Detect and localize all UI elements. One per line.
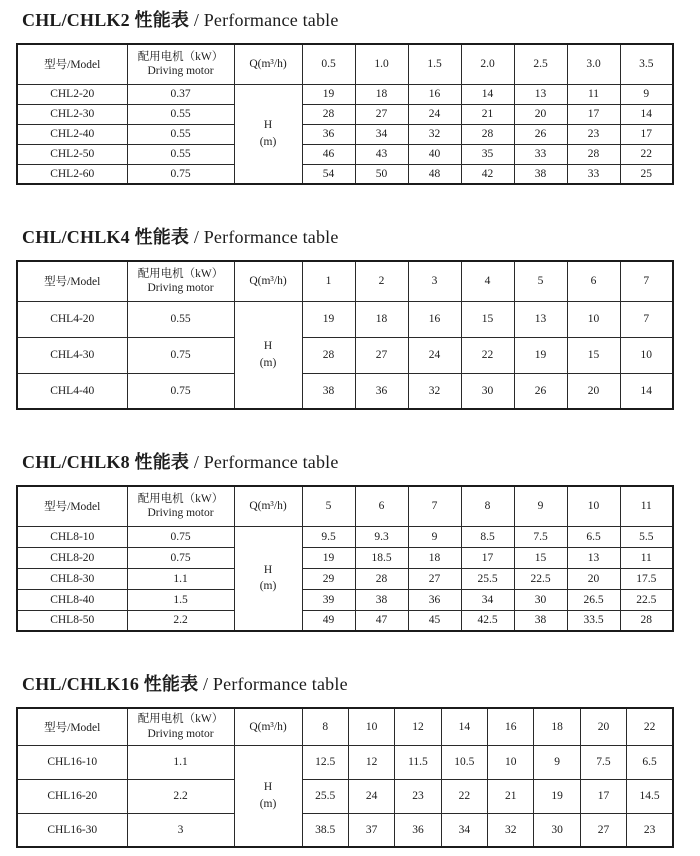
head-value-cell: 14 [461, 84, 514, 104]
head-value-cell: 54 [302, 164, 355, 184]
q-value-cell: 4 [461, 261, 514, 301]
q-value-cell: 14 [441, 708, 487, 745]
motor-power-cell: 0.37 [127, 84, 234, 104]
q-value-cell: 0.5 [302, 44, 355, 84]
head-value-cell: 42.5 [461, 610, 514, 631]
table-title-english: / Performance table [189, 227, 339, 247]
head-value-cell: 39 [302, 589, 355, 610]
head-value-cell: 18 [355, 301, 408, 337]
head-value-cell: 27 [580, 813, 626, 847]
q-value-cell: 6 [567, 261, 620, 301]
head-value-cell: 42 [461, 164, 514, 184]
head-value-cell: 13 [514, 301, 567, 337]
head-value-cell: 17 [567, 104, 620, 124]
head-value-cell: 43 [355, 144, 408, 164]
head-value-cell: 16 [408, 301, 461, 337]
header-row [17, 261, 673, 301]
head-value-cell: 7.5 [514, 526, 567, 547]
head-value-cell: 12.5 [302, 745, 348, 779]
table-title [22, 670, 700, 696]
head-value-cell: 25.5 [461, 568, 514, 589]
table-title-model-range: CHL/CHLK8 性能表 [22, 452, 190, 472]
head-value-cell: 15 [514, 547, 567, 568]
q-value-cell: 3.5 [620, 44, 673, 84]
head-value-cell: 26 [514, 124, 567, 144]
head-value-cell: 37 [348, 813, 394, 847]
head-value-cell: 9 [534, 745, 580, 779]
table-row [17, 610, 673, 631]
head-value-cell: 6.5 [627, 745, 673, 779]
q-value-cell: 6 [355, 486, 408, 526]
q-value-cell: 1.5 [408, 44, 461, 84]
table-row [17, 779, 673, 813]
q-value-cell: 1.0 [355, 44, 408, 84]
head-value-cell: 28 [302, 104, 355, 124]
motor-power-cell: 1.5 [127, 589, 234, 610]
head-value-cell: 18 [355, 84, 408, 104]
header-cell-flow-rate: Q(m³/h) [234, 486, 302, 526]
head-unit-label: (m) [259, 797, 277, 810]
performance-table-section [16, 670, 700, 848]
header-cell-model: 型号/Model [17, 44, 127, 84]
head-value-cell: 23 [567, 124, 620, 144]
head-value-cell: 10 [488, 745, 534, 779]
q-value-cell: 2 [355, 261, 408, 301]
head-value-cell: 34 [355, 124, 408, 144]
performance-table-section [16, 223, 700, 410]
head-value-cell: 30 [514, 589, 567, 610]
head-value-cell: 38 [355, 589, 408, 610]
head-unit-cell [234, 745, 302, 847]
table-row [17, 813, 673, 847]
head-value-cell: 10.5 [441, 745, 487, 779]
head-value-cell: 9 [408, 526, 461, 547]
head-value-cell: 20 [567, 568, 620, 589]
q-value-cell: 10 [348, 708, 394, 745]
head-value-cell: 32 [408, 124, 461, 144]
head-value-cell: 7 [620, 301, 673, 337]
head-value-cell: 38.5 [302, 813, 348, 847]
head-value-cell: 36 [302, 124, 355, 144]
motor-power-cell: 2.2 [127, 610, 234, 631]
table-title [22, 6, 700, 32]
model-cell: CHL2-40 [17, 124, 127, 144]
table-row [17, 568, 673, 589]
head-value-cell: 38 [514, 164, 567, 184]
driving-motor-label-zh: 配用电机（kW） [137, 713, 224, 726]
table-title-model-range: CHL/CHLK16 性能表 [22, 674, 199, 694]
q-value-cell: 10 [567, 486, 620, 526]
table-row [17, 84, 673, 104]
head-value-cell: 18.5 [355, 547, 408, 568]
table-title [22, 448, 700, 474]
performance-table [16, 260, 674, 410]
head-unit-label: (m) [259, 580, 277, 593]
head-value-cell: 19 [514, 337, 567, 373]
table-row [17, 547, 673, 568]
table-title-model-range: CHL/CHLK4 性能表 [22, 227, 190, 247]
head-value-cell: 26.5 [567, 589, 620, 610]
head-value-cell: 38 [302, 373, 355, 409]
motor-power-cell: 0.75 [127, 164, 234, 184]
header-cell-model: 型号/Model [17, 261, 127, 301]
head-value-cell: 40 [408, 144, 461, 164]
header-cell-flow-rate: Q(m³/h) [234, 261, 302, 301]
head-unit-cell [234, 301, 302, 409]
head-value-cell: 11 [620, 547, 673, 568]
motor-power-cell: 0.55 [127, 124, 234, 144]
header-cell-driving-motor [127, 708, 234, 745]
head-value-cell: 22 [441, 779, 487, 813]
head-value-cell: 19 [302, 547, 355, 568]
q-value-cell: 3.0 [567, 44, 620, 84]
header-cell-model: 型号/Model [17, 708, 127, 745]
head-value-cell: 7.5 [580, 745, 626, 779]
head-value-cell: 21 [488, 779, 534, 813]
motor-power-cell: 0.75 [127, 526, 234, 547]
driving-motor-label-en: Driving motor [147, 727, 214, 740]
head-value-cell: 33 [567, 164, 620, 184]
model-cell: CHL2-60 [17, 164, 127, 184]
head-value-cell: 19 [302, 84, 355, 104]
model-cell: CHL8-40 [17, 589, 127, 610]
performance-table [16, 707, 674, 848]
head-value-cell: 36 [408, 589, 461, 610]
q-value-cell: 2.0 [461, 44, 514, 84]
model-cell: CHL16-30 [17, 813, 127, 847]
head-value-cell: 26 [514, 373, 567, 409]
table-title-english: / Performance table [189, 10, 339, 30]
head-value-cell: 33 [514, 144, 567, 164]
head-label: H [263, 781, 273, 794]
table-row [17, 164, 673, 184]
q-value-cell: 8 [302, 708, 348, 745]
head-value-cell: 22 [461, 337, 514, 373]
head-value-cell: 49 [302, 610, 355, 631]
header-row [17, 708, 673, 745]
header-cell-driving-motor [127, 44, 234, 84]
model-cell: CHL8-10 [17, 526, 127, 547]
head-value-cell: 14 [620, 373, 673, 409]
motor-power-cell: 0.55 [127, 144, 234, 164]
head-value-cell: 34 [441, 813, 487, 847]
head-value-cell: 10 [620, 337, 673, 373]
head-value-cell: 32 [488, 813, 534, 847]
head-value-cell: 17 [461, 547, 514, 568]
q-value-cell: 12 [395, 708, 441, 745]
model-cell: CHL8-20 [17, 547, 127, 568]
model-cell: CHL8-30 [17, 568, 127, 589]
head-value-cell: 12 [348, 745, 394, 779]
head-value-cell: 24 [348, 779, 394, 813]
head-value-cell: 14.5 [627, 779, 673, 813]
head-value-cell: 38 [514, 610, 567, 631]
head-label: H [263, 119, 273, 132]
performance-tables-document [0, 6, 700, 848]
head-value-cell: 19 [302, 301, 355, 337]
head-value-cell: 29 [302, 568, 355, 589]
header-cell-model: 型号/Model [17, 486, 127, 526]
q-value-cell: 7 [408, 486, 461, 526]
head-value-cell: 23 [395, 779, 441, 813]
head-value-cell: 22.5 [514, 568, 567, 589]
motor-power-cell: 0.75 [127, 337, 234, 373]
q-value-cell: 22 [627, 708, 673, 745]
head-unit-cell [234, 84, 302, 184]
head-value-cell: 17.5 [620, 568, 673, 589]
head-value-cell: 9.5 [302, 526, 355, 547]
model-cell: CHL2-20 [17, 84, 127, 104]
header-cell-driving-motor [127, 486, 234, 526]
performance-table-section [16, 6, 700, 185]
model-cell: CHL8-50 [17, 610, 127, 631]
head-value-cell: 11 [567, 84, 620, 104]
head-value-cell: 25.5 [302, 779, 348, 813]
header-cell-flow-rate: Q(m³/h) [234, 708, 302, 745]
q-value-cell: 3 [408, 261, 461, 301]
head-value-cell: 34 [461, 589, 514, 610]
head-unit-label: (m) [259, 135, 277, 148]
head-value-cell: 17 [620, 124, 673, 144]
model-cell: CHL16-10 [17, 745, 127, 779]
q-value-cell: 7 [620, 261, 673, 301]
head-value-cell: 13 [514, 84, 567, 104]
performance-table-section [16, 448, 700, 632]
head-value-cell: 20 [514, 104, 567, 124]
head-value-cell: 35 [461, 144, 514, 164]
head-value-cell: 23 [627, 813, 673, 847]
q-value-cell: 2.5 [514, 44, 567, 84]
head-label: H [263, 340, 273, 353]
model-cell: CHL4-30 [17, 337, 127, 373]
head-value-cell: 24 [408, 337, 461, 373]
table-row [17, 373, 673, 409]
head-value-cell: 22.5 [620, 589, 673, 610]
motor-power-cell: 1.1 [127, 745, 234, 779]
head-value-cell: 15 [567, 337, 620, 373]
head-value-cell: 45 [408, 610, 461, 631]
head-value-cell: 46 [302, 144, 355, 164]
head-value-cell: 9 [620, 84, 673, 104]
head-value-cell: 9.3 [355, 526, 408, 547]
header-cell-driving-motor [127, 261, 234, 301]
head-value-cell: 5.5 [620, 526, 673, 547]
table-title-english: / Performance table [198, 674, 348, 694]
table-row [17, 124, 673, 144]
head-value-cell: 47 [355, 610, 408, 631]
q-value-cell: 8 [461, 486, 514, 526]
model-cell: CHL4-20 [17, 301, 127, 337]
head-value-cell: 50 [355, 164, 408, 184]
head-value-cell: 8.5 [461, 526, 514, 547]
head-value-cell: 25 [620, 164, 673, 184]
head-value-cell: 18 [408, 547, 461, 568]
head-unit-label: (m) [259, 356, 277, 369]
head-value-cell: 21 [461, 104, 514, 124]
head-value-cell: 24 [408, 104, 461, 124]
head-value-cell: 30 [534, 813, 580, 847]
table-row [17, 104, 673, 124]
head-value-cell: 32 [408, 373, 461, 409]
table-row [17, 337, 673, 373]
model-cell: CHL2-30 [17, 104, 127, 124]
table-row [17, 745, 673, 779]
table-title-english: / Performance table [189, 452, 339, 472]
q-value-cell: 18 [534, 708, 580, 745]
head-value-cell: 10 [567, 301, 620, 337]
driving-motor-label-en: Driving motor [147, 507, 214, 520]
motor-power-cell: 0.75 [127, 373, 234, 409]
table-row [17, 589, 673, 610]
head-value-cell: 6.5 [567, 526, 620, 547]
q-value-cell: 9 [514, 486, 567, 526]
head-value-cell: 19 [534, 779, 580, 813]
head-value-cell: 27 [355, 337, 408, 373]
motor-power-cell: 0.55 [127, 104, 234, 124]
head-unit-cell [234, 526, 302, 631]
table-row [17, 301, 673, 337]
head-value-cell: 36 [395, 813, 441, 847]
table-title-model-range: CHL/CHLK2 性能表 [22, 10, 190, 30]
table-title [22, 223, 700, 249]
model-cell: CHL2-50 [17, 144, 127, 164]
performance-table [16, 485, 674, 632]
q-value-cell: 5 [514, 261, 567, 301]
motor-power-cell: 0.75 [127, 547, 234, 568]
driving-motor-label-en: Driving motor [147, 65, 214, 78]
header-cell-flow-rate: Q(m³/h) [234, 44, 302, 84]
motor-power-cell: 1.1 [127, 568, 234, 589]
head-value-cell: 20 [567, 373, 620, 409]
head-value-cell: 28 [355, 568, 408, 589]
q-value-cell: 11 [620, 486, 673, 526]
performance-table [16, 43, 674, 185]
q-value-cell: 20 [580, 708, 626, 745]
head-value-cell: 28 [567, 144, 620, 164]
head-value-cell: 28 [461, 124, 514, 144]
head-value-cell: 27 [355, 104, 408, 124]
head-value-cell: 36 [355, 373, 408, 409]
head-label: H [263, 563, 273, 576]
head-value-cell: 28 [302, 337, 355, 373]
q-value-cell: 16 [488, 708, 534, 745]
head-value-cell: 28 [620, 610, 673, 631]
table-row [17, 144, 673, 164]
motor-power-cell: 3 [127, 813, 234, 847]
motor-power-cell: 0.55 [127, 301, 234, 337]
head-value-cell: 17 [580, 779, 626, 813]
model-cell: CHL4-40 [17, 373, 127, 409]
head-value-cell: 48 [408, 164, 461, 184]
head-value-cell: 14 [620, 104, 673, 124]
head-value-cell: 11.5 [395, 745, 441, 779]
head-value-cell: 30 [461, 373, 514, 409]
head-value-cell: 16 [408, 84, 461, 104]
head-value-cell: 15 [461, 301, 514, 337]
driving-motor-label-zh: 配用电机（kW） [137, 492, 224, 505]
driving-motor-label-en: Driving motor [147, 282, 214, 295]
head-value-cell: 13 [567, 547, 620, 568]
head-value-cell: 33.5 [567, 610, 620, 631]
q-value-cell: 1 [302, 261, 355, 301]
head-value-cell: 27 [408, 568, 461, 589]
header-row [17, 486, 673, 526]
motor-power-cell: 2.2 [127, 779, 234, 813]
table-row [17, 526, 673, 547]
driving-motor-label-zh: 配用电机（kW） [137, 50, 224, 63]
q-value-cell: 5 [302, 486, 355, 526]
head-value-cell: 22 [620, 144, 673, 164]
model-cell: CHL16-20 [17, 779, 127, 813]
driving-motor-label-zh: 配用电机（kW） [137, 267, 224, 280]
header-row [17, 44, 673, 84]
